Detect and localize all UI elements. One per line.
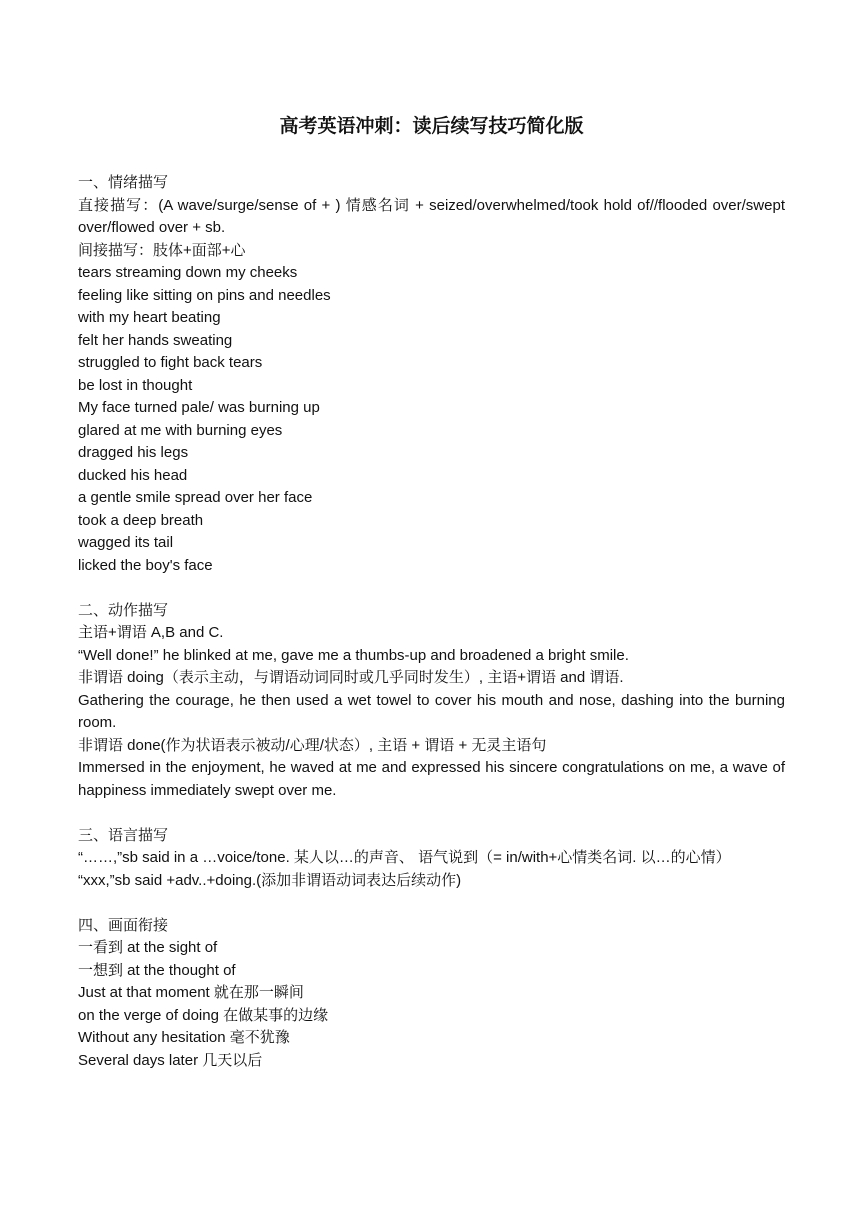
phrase-item: with my heart beating [78, 309, 221, 326]
phrase-item: Without any hesitation 毫不犹豫 [78, 1029, 290, 1046]
example-paragraph: Immersed in the enjoyment, he waved at me and expressed his sincere congratulations on me, a wave of happiness immediately swept over me. [78, 759, 785, 799]
document-body [78, 172, 785, 1072]
phrase-item: ducked his head [78, 466, 188, 484]
pattern-line: “xxx,”sb said +adv..+doing.(添加非谓语动词表达后续动作) [78, 871, 462, 889]
pattern-line: 非谓语 doing（表示主动，与谓语动词同时或几乎同时发生）, 主语+谓语 and 谓语. [78, 669, 624, 686]
section-heading-action: 二、动作描写 [78, 601, 169, 619]
section-heading-emotion: 一、情绪描写 [78, 174, 169, 191]
indirect-description-heading: 间接描写：肢体+面部+心 [78, 241, 246, 259]
phrase-item: wagged its tail [78, 534, 174, 551]
pattern-paragraph: “……,”sb said in a …voice/tone. 某人以…的声音、 语气说到（= in/with+心情类名词. 以…的心情） [78, 849, 731, 866]
phrase-item: feeling like sitting on pins and needles [78, 286, 331, 304]
example-line: “Well done!” he blinked at me, gave me a thumbs-up and broadened a bright smile. [78, 646, 629, 664]
phrase-item: dragged his legs [78, 444, 189, 461]
phrase-item: glared at me with burning eyes [78, 421, 283, 439]
pattern-line: 主语+谓语 A,B and C. [78, 624, 224, 641]
blank-line [78, 892, 785, 915]
phrase-item: felt her hands sweating [78, 331, 233, 349]
phrase-item: My face turned pale/ was burning up [78, 399, 320, 416]
phrase-item: licked the boy's face [78, 556, 213, 574]
phrase-item: Several days later 几天以后 [78, 1051, 263, 1069]
phrase-item: be lost in thought [78, 376, 193, 394]
direct-description: 直接描写：(A wave/surge/sense of + ) 情感名词 + seized/overwhelmed/took hold of//flooded over/swept over/flowed over + sb. [78, 196, 785, 236]
phrase-item: on the verge of doing 在做某事的边缘 [78, 1006, 329, 1024]
phrase-item: tears streaming down my cheeks [78, 264, 298, 281]
blank-line [78, 577, 785, 600]
phrase-item: took a deep breath [78, 511, 204, 529]
phrase-item: 一想到 at the thought of [78, 961, 236, 979]
example-paragraph: Gathering the courage, he then used a wet towel to cover his mouth and nose, dashing into the burning room. [78, 691, 785, 731]
phrase-item: a gentle smile spread over her face [78, 489, 313, 506]
document-title: 高考英语冲刺：读后续写技巧简化版 [279, 116, 584, 137]
section-heading-transition: 四、画面衔接 [78, 916, 169, 934]
phrase-item: struggled to fight back tears [78, 354, 263, 371]
phrase-item: Just at that moment 就在那一瞬间 [78, 984, 304, 1001]
phrase-item: 一看到 at the sight of [78, 939, 218, 956]
section-heading-speech: 三、语言描写 [78, 826, 169, 844]
blank-line [78, 802, 785, 825]
pattern-line: 非谓语 done(作为状语表示被动/心理/状态）, 主语 + 谓语 + 无灵主语句 [78, 736, 547, 754]
